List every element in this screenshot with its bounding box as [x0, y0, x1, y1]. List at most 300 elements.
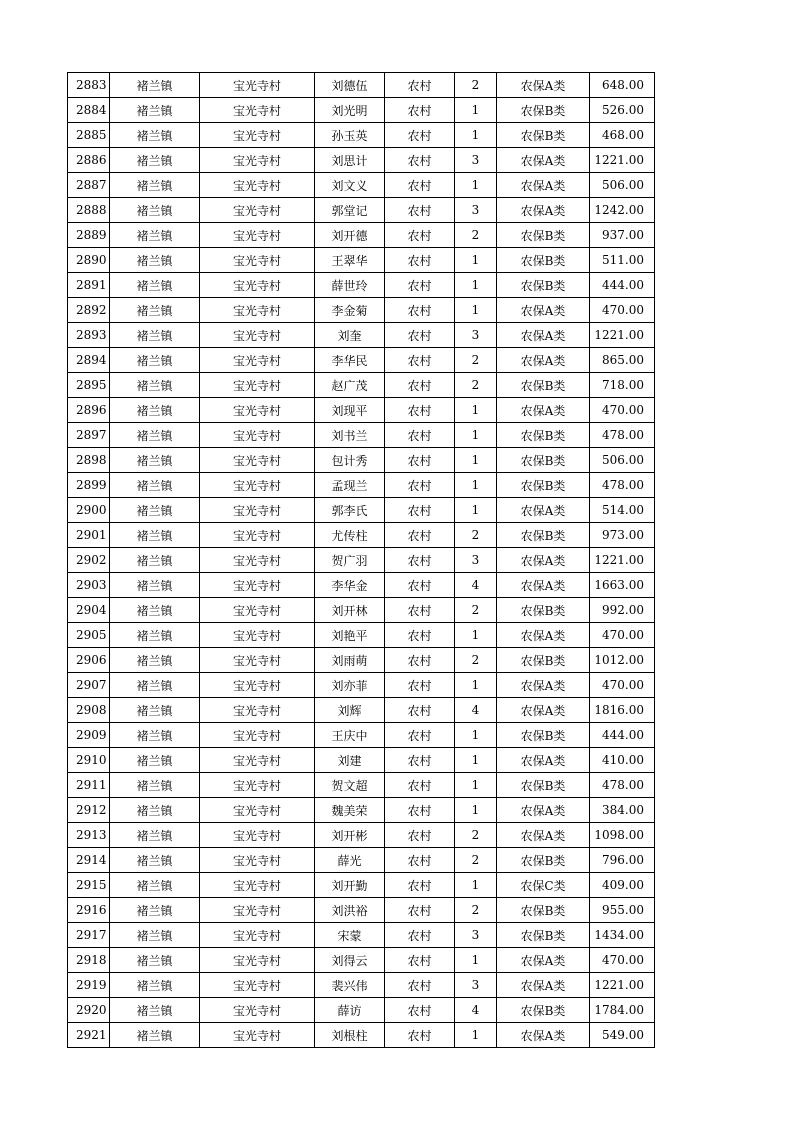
cell-row-id: 2897: [68, 423, 110, 448]
cell-row-id: 2907: [68, 673, 110, 698]
cell-village: 宝光寺村: [200, 623, 315, 648]
cell-insurance-category: 农保A类: [497, 973, 590, 998]
cell-name: 王翠华: [315, 248, 385, 273]
cell-town: 褚兰镇: [110, 398, 200, 423]
cell-town: 褚兰镇: [110, 223, 200, 248]
cell-village: 宝光寺村: [200, 298, 315, 323]
cell-name: 裴兴伟: [315, 973, 385, 998]
cell-amount: 506.00: [590, 173, 655, 198]
cell-insurance-category: 农保B类: [497, 923, 590, 948]
table-body: [68, 73, 655, 1048]
cell-insurance-category: 农保C类: [497, 873, 590, 898]
cell-insurance-category: 农保B类: [497, 773, 590, 798]
cell-member-count: 1: [455, 123, 497, 148]
cell-insurance-category: 农保B类: [497, 98, 590, 123]
table-row: [68, 298, 655, 323]
cell-household-type: 农村: [385, 623, 455, 648]
cell-village: 宝光寺村: [200, 473, 315, 498]
cell-row-id: 2887: [68, 173, 110, 198]
cell-household-type: 农村: [385, 573, 455, 598]
table-row: [68, 523, 655, 548]
cell-town: 褚兰镇: [110, 873, 200, 898]
cell-insurance-category: 农保A类: [497, 148, 590, 173]
cell-household-type: 农村: [385, 223, 455, 248]
cell-row-id: 2905: [68, 623, 110, 648]
cell-town: 褚兰镇: [110, 698, 200, 723]
table-row: [68, 248, 655, 273]
cell-member-count: 2: [455, 898, 497, 923]
cell-village: 宝光寺村: [200, 223, 315, 248]
cell-insurance-category: 农保A类: [497, 73, 590, 98]
cell-town: 褚兰镇: [110, 473, 200, 498]
cell-household-type: 农村: [385, 98, 455, 123]
table-row: [68, 898, 655, 923]
table-row: [68, 473, 655, 498]
cell-household-type: 农村: [385, 973, 455, 998]
cell-town: 褚兰镇: [110, 123, 200, 148]
table-row: [68, 423, 655, 448]
cell-town: 褚兰镇: [110, 898, 200, 923]
cell-household-type: 农村: [385, 448, 455, 473]
cell-amount: 410.00: [590, 748, 655, 773]
cell-row-id: 2903: [68, 573, 110, 598]
cell-village: 宝光寺村: [200, 498, 315, 523]
cell-household-type: 农村: [385, 848, 455, 873]
cell-member-count: 1: [455, 473, 497, 498]
cell-row-id: 2884: [68, 98, 110, 123]
cell-name: 刘根柱: [315, 1023, 385, 1048]
cell-town: 褚兰镇: [110, 998, 200, 1023]
table-row: [68, 723, 655, 748]
cell-amount: 468.00: [590, 123, 655, 148]
cell-household-type: 农村: [385, 748, 455, 773]
table-row: [68, 173, 655, 198]
cell-insurance-category: 农保B类: [497, 723, 590, 748]
cell-amount: 1434.00: [590, 923, 655, 948]
table-row: [68, 823, 655, 848]
cell-household-type: 农村: [385, 473, 455, 498]
cell-insurance-category: 农保A类: [497, 548, 590, 573]
cell-row-id: 2888: [68, 198, 110, 223]
table-row: [68, 773, 655, 798]
cell-town: 褚兰镇: [110, 773, 200, 798]
cell-name: 刘建: [315, 748, 385, 773]
cell-member-count: 1: [455, 173, 497, 198]
cell-name: 郭堂记: [315, 198, 385, 223]
table-row: [68, 498, 655, 523]
cell-amount: 865.00: [590, 348, 655, 373]
cell-village: 宝光寺村: [200, 148, 315, 173]
table-row: [68, 148, 655, 173]
cell-village: 宝光寺村: [200, 348, 315, 373]
cell-member-count: 1: [455, 448, 497, 473]
cell-name: 刘现平: [315, 398, 385, 423]
cell-village: 宝光寺村: [200, 248, 315, 273]
cell-insurance-category: 农保A类: [497, 398, 590, 423]
cell-town: 褚兰镇: [110, 573, 200, 598]
cell-insurance-category: 农保B类: [497, 223, 590, 248]
cell-household-type: 农村: [385, 1023, 455, 1048]
cell-village: 宝光寺村: [200, 973, 315, 998]
table-row: [68, 623, 655, 648]
cell-row-id: 2898: [68, 448, 110, 473]
cell-amount: 444.00: [590, 723, 655, 748]
cell-name: 李华民: [315, 348, 385, 373]
cell-name: 刘开林: [315, 598, 385, 623]
cell-village: 宝光寺村: [200, 798, 315, 823]
cell-name: 包计秀: [315, 448, 385, 473]
cell-town: 褚兰镇: [110, 798, 200, 823]
cell-member-count: 2: [455, 73, 497, 98]
cell-town: 褚兰镇: [110, 498, 200, 523]
cell-household-type: 农村: [385, 273, 455, 298]
cell-row-id: 2921: [68, 1023, 110, 1048]
cell-village: 宝光寺村: [200, 323, 315, 348]
cell-name: 李金菊: [315, 298, 385, 323]
cell-row-id: 2892: [68, 298, 110, 323]
cell-village: 宝光寺村: [200, 648, 315, 673]
cell-row-id: 2906: [68, 648, 110, 673]
cell-household-type: 农村: [385, 198, 455, 223]
cell-amount: 470.00: [590, 398, 655, 423]
table-row: [68, 98, 655, 123]
cell-member-count: 1: [455, 423, 497, 448]
cell-member-count: 3: [455, 148, 497, 173]
cell-town: 褚兰镇: [110, 348, 200, 373]
cell-row-id: 2894: [68, 348, 110, 373]
cell-row-id: 2911: [68, 773, 110, 798]
cell-amount: 1784.00: [590, 998, 655, 1023]
cell-member-count: 1: [455, 798, 497, 823]
cell-row-id: 2908: [68, 698, 110, 723]
cell-village: 宝光寺村: [200, 773, 315, 798]
cell-village: 宝光寺村: [200, 673, 315, 698]
table-row: [68, 598, 655, 623]
cell-insurance-category: 农保B类: [497, 123, 590, 148]
table-row: [68, 798, 655, 823]
beneficiary-table: [67, 72, 655, 1048]
cell-member-count: 2: [455, 823, 497, 848]
cell-amount: 470.00: [590, 673, 655, 698]
cell-name: 尤传柱: [315, 523, 385, 548]
cell-member-count: 1: [455, 773, 497, 798]
cell-amount: 514.00: [590, 498, 655, 523]
cell-village: 宝光寺村: [200, 373, 315, 398]
cell-town: 褚兰镇: [110, 323, 200, 348]
table-row: [68, 848, 655, 873]
cell-town: 褚兰镇: [110, 673, 200, 698]
cell-name: 刘洪裕: [315, 898, 385, 923]
cell-household-type: 农村: [385, 823, 455, 848]
cell-village: 宝光寺村: [200, 273, 315, 298]
cell-member-count: 4: [455, 698, 497, 723]
cell-insurance-category: 农保A类: [497, 573, 590, 598]
cell-household-type: 农村: [385, 123, 455, 148]
cell-amount: 1663.00: [590, 573, 655, 598]
cell-household-type: 农村: [385, 548, 455, 573]
cell-member-count: 1: [455, 723, 497, 748]
cell-name: 刘奎: [315, 323, 385, 348]
cell-name: 刘开德: [315, 223, 385, 248]
cell-amount: 1098.00: [590, 823, 655, 848]
cell-insurance-category: 农保B类: [497, 248, 590, 273]
cell-member-count: 1: [455, 748, 497, 773]
cell-town: 褚兰镇: [110, 598, 200, 623]
cell-village: 宝光寺村: [200, 1023, 315, 1048]
cell-insurance-category: 农保B类: [497, 523, 590, 548]
cell-household-type: 农村: [385, 598, 455, 623]
cell-household-type: 农村: [385, 373, 455, 398]
cell-town: 褚兰镇: [110, 948, 200, 973]
cell-household-type: 农村: [385, 698, 455, 723]
cell-member-count: 2: [455, 848, 497, 873]
cell-name: 孟现兰: [315, 473, 385, 498]
cell-village: 宝光寺村: [200, 398, 315, 423]
cell-village: 宝光寺村: [200, 198, 315, 223]
cell-name: 刘文义: [315, 173, 385, 198]
cell-insurance-category: 农保A类: [497, 323, 590, 348]
cell-village: 宝光寺村: [200, 748, 315, 773]
cell-row-id: 2891: [68, 273, 110, 298]
table-row: [68, 273, 655, 298]
table-row: [68, 573, 655, 598]
cell-member-count: 3: [455, 973, 497, 998]
cell-member-count: 2: [455, 523, 497, 548]
cell-insurance-category: 农保A类: [497, 348, 590, 373]
cell-town: 褚兰镇: [110, 748, 200, 773]
cell-village: 宝光寺村: [200, 523, 315, 548]
table-row: [68, 123, 655, 148]
cell-insurance-category: 农保A类: [497, 698, 590, 723]
cell-insurance-category: 农保A类: [497, 673, 590, 698]
cell-village: 宝光寺村: [200, 823, 315, 848]
cell-insurance-category: 农保B类: [497, 273, 590, 298]
cell-row-id: 2914: [68, 848, 110, 873]
cell-row-id: 2904: [68, 598, 110, 623]
table-row: [68, 648, 655, 673]
cell-member-count: 3: [455, 323, 497, 348]
cell-amount: 796.00: [590, 848, 655, 873]
cell-village: 宝光寺村: [200, 898, 315, 923]
cell-row-id: 2896: [68, 398, 110, 423]
cell-row-id: 2885: [68, 123, 110, 148]
cell-member-count: 4: [455, 573, 497, 598]
cell-row-id: 2883: [68, 73, 110, 98]
cell-household-type: 农村: [385, 923, 455, 948]
cell-member-count: 3: [455, 923, 497, 948]
cell-amount: 937.00: [590, 223, 655, 248]
cell-amount: 648.00: [590, 73, 655, 98]
table-row: [68, 223, 655, 248]
cell-amount: 409.00: [590, 873, 655, 898]
cell-town: 褚兰镇: [110, 98, 200, 123]
table-row: [68, 373, 655, 398]
cell-name: 魏美荣: [315, 798, 385, 823]
cell-name: 刘书兰: [315, 423, 385, 448]
cell-household-type: 农村: [385, 298, 455, 323]
cell-insurance-category: 农保A类: [497, 623, 590, 648]
cell-name: 刘思计: [315, 148, 385, 173]
cell-name: 薛世玲: [315, 273, 385, 298]
cell-member-count: 3: [455, 198, 497, 223]
cell-insurance-category: 农保B类: [497, 423, 590, 448]
cell-row-id: 2901: [68, 523, 110, 548]
cell-household-type: 农村: [385, 673, 455, 698]
cell-row-id: 2900: [68, 498, 110, 523]
cell-village: 宝光寺村: [200, 423, 315, 448]
cell-name: 刘雨萌: [315, 648, 385, 673]
cell-member-count: 1: [455, 98, 497, 123]
cell-town: 褚兰镇: [110, 523, 200, 548]
cell-household-type: 农村: [385, 423, 455, 448]
cell-member-count: 2: [455, 598, 497, 623]
cell-member-count: 1: [455, 273, 497, 298]
cell-member-count: 1: [455, 623, 497, 648]
cell-name: 薛光: [315, 848, 385, 873]
cell-amount: 478.00: [590, 423, 655, 448]
cell-amount: 1242.00: [590, 198, 655, 223]
cell-village: 宝光寺村: [200, 573, 315, 598]
cell-village: 宝光寺村: [200, 173, 315, 198]
cell-insurance-category: 农保A类: [497, 748, 590, 773]
cell-amount: 470.00: [590, 623, 655, 648]
cell-row-id: 2899: [68, 473, 110, 498]
cell-household-type: 农村: [385, 148, 455, 173]
cell-name: 刘德伍: [315, 73, 385, 98]
cell-household-type: 农村: [385, 523, 455, 548]
cell-member-count: 1: [455, 248, 497, 273]
cell-amount: 973.00: [590, 523, 655, 548]
cell-member-count: 1: [455, 948, 497, 973]
table-row: [68, 873, 655, 898]
cell-insurance-category: 农保A类: [497, 798, 590, 823]
cell-name: 刘亦菲: [315, 673, 385, 698]
cell-town: 褚兰镇: [110, 423, 200, 448]
cell-row-id: 2915: [68, 873, 110, 898]
cell-name: 贺文超: [315, 773, 385, 798]
cell-household-type: 农村: [385, 498, 455, 523]
cell-household-type: 农村: [385, 898, 455, 923]
cell-amount: 1221.00: [590, 148, 655, 173]
cell-village: 宝光寺村: [200, 998, 315, 1023]
cell-amount: 549.00: [590, 1023, 655, 1048]
cell-amount: 955.00: [590, 898, 655, 923]
cell-household-type: 农村: [385, 798, 455, 823]
cell-amount: 506.00: [590, 448, 655, 473]
cell-member-count: 2: [455, 648, 497, 673]
cell-village: 宝光寺村: [200, 98, 315, 123]
cell-town: 褚兰镇: [110, 623, 200, 648]
cell-amount: 1012.00: [590, 648, 655, 673]
cell-name: 刘得云: [315, 948, 385, 973]
cell-household-type: 农村: [385, 73, 455, 98]
cell-row-id: 2886: [68, 148, 110, 173]
cell-member-count: 1: [455, 398, 497, 423]
cell-amount: 478.00: [590, 773, 655, 798]
cell-member-count: 1: [455, 498, 497, 523]
cell-town: 褚兰镇: [110, 448, 200, 473]
cell-village: 宝光寺村: [200, 848, 315, 873]
cell-amount: 992.00: [590, 598, 655, 623]
cell-insurance-category: 农保B类: [497, 848, 590, 873]
cell-amount: 444.00: [590, 273, 655, 298]
cell-household-type: 农村: [385, 173, 455, 198]
cell-insurance-category: 农保A类: [497, 948, 590, 973]
table-row: [68, 448, 655, 473]
cell-name: 刘开勤: [315, 873, 385, 898]
cell-household-type: 农村: [385, 323, 455, 348]
cell-village: 宝光寺村: [200, 123, 315, 148]
cell-insurance-category: 农保B类: [497, 473, 590, 498]
cell-row-id: 2920: [68, 998, 110, 1023]
cell-town: 褚兰镇: [110, 198, 200, 223]
cell-town: 褚兰镇: [110, 723, 200, 748]
cell-village: 宝光寺村: [200, 923, 315, 948]
cell-town: 褚兰镇: [110, 148, 200, 173]
cell-household-type: 农村: [385, 998, 455, 1023]
cell-name: 赵广茂: [315, 373, 385, 398]
cell-row-id: 2918: [68, 948, 110, 973]
cell-town: 褚兰镇: [110, 823, 200, 848]
cell-row-id: 2909: [68, 723, 110, 748]
cell-name: 刘光明: [315, 98, 385, 123]
table-row: [68, 673, 655, 698]
cell-village: 宝光寺村: [200, 948, 315, 973]
cell-amount: 478.00: [590, 473, 655, 498]
cell-household-type: 农村: [385, 873, 455, 898]
cell-town: 褚兰镇: [110, 248, 200, 273]
cell-village: 宝光寺村: [200, 548, 315, 573]
cell-household-type: 农村: [385, 348, 455, 373]
cell-member-count: 2: [455, 223, 497, 248]
cell-row-id: 2889: [68, 223, 110, 248]
cell-row-id: 2913: [68, 823, 110, 848]
table-row: [68, 1023, 655, 1048]
cell-member-count: 1: [455, 1023, 497, 1048]
table-row: [68, 973, 655, 998]
cell-household-type: 农村: [385, 648, 455, 673]
cell-village: 宝光寺村: [200, 598, 315, 623]
cell-amount: 511.00: [590, 248, 655, 273]
table-row: [68, 348, 655, 373]
cell-insurance-category: 农保B类: [497, 373, 590, 398]
cell-name: 宋蒙: [315, 923, 385, 948]
cell-town: 褚兰镇: [110, 1023, 200, 1048]
cell-row-id: 2902: [68, 548, 110, 573]
cell-row-id: 2919: [68, 973, 110, 998]
cell-village: 宝光寺村: [200, 448, 315, 473]
cell-name: 刘开彬: [315, 823, 385, 848]
cell-row-id: 2917: [68, 923, 110, 948]
table-row: [68, 198, 655, 223]
cell-town: 褚兰镇: [110, 548, 200, 573]
cell-town: 褚兰镇: [110, 648, 200, 673]
cell-insurance-category: 农保A类: [497, 823, 590, 848]
cell-amount: 470.00: [590, 948, 655, 973]
cell-household-type: 农村: [385, 948, 455, 973]
cell-amount: 526.00: [590, 98, 655, 123]
cell-name: 刘艳平: [315, 623, 385, 648]
cell-village: 宝光寺村: [200, 723, 315, 748]
cell-town: 褚兰镇: [110, 173, 200, 198]
cell-row-id: 2912: [68, 798, 110, 823]
cell-household-type: 农村: [385, 248, 455, 273]
cell-insurance-category: 农保A类: [497, 498, 590, 523]
cell-row-id: 2893: [68, 323, 110, 348]
cell-member-count: 2: [455, 373, 497, 398]
cell-member-count: 4: [455, 998, 497, 1023]
cell-insurance-category: 农保A类: [497, 1023, 590, 1048]
